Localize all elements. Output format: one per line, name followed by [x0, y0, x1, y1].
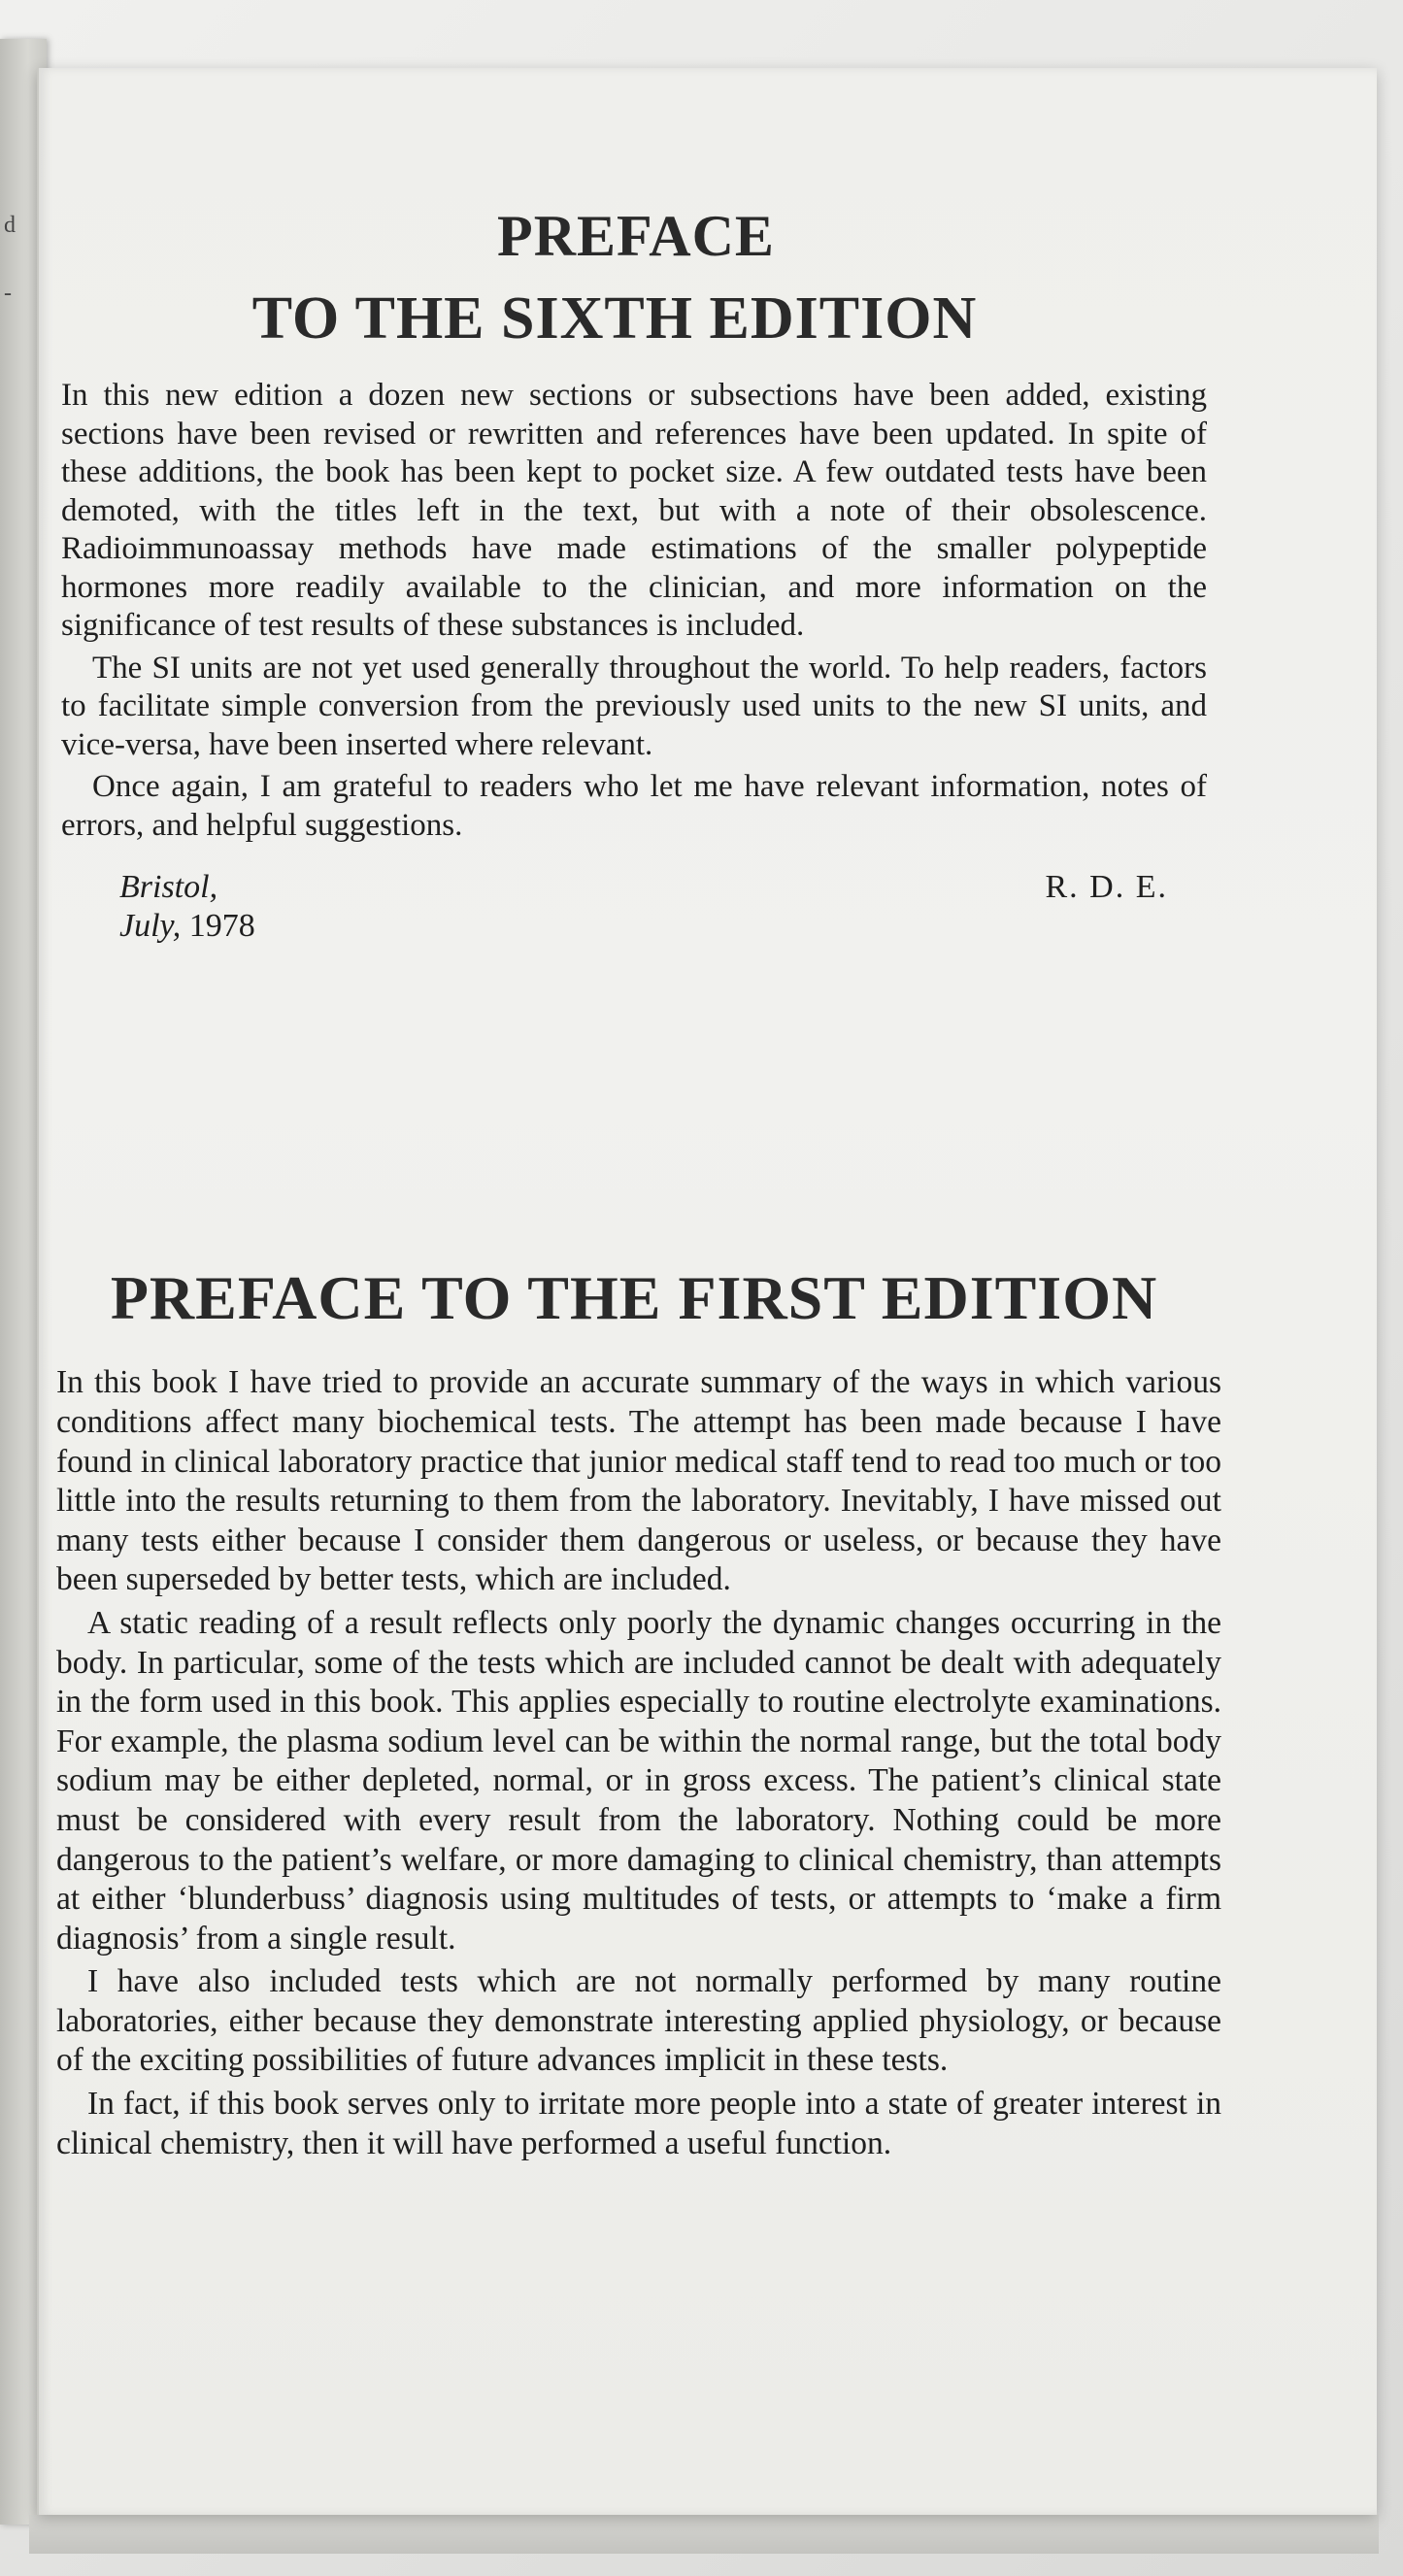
place: Bristol, [119, 869, 218, 906]
month: July, [119, 908, 182, 945]
preface-sixth-edition [61, 68, 1207, 946]
first-edition-paragraph: A static reading of a result reflects only poorly the dynamic changes occurring in the body. In particular, some of the tests which are included cannot be dealt with adequately in the form used in this book. This applies especially to routine electrolyte examinations. For example, the plasma sodium level can be within the normal range, but the total body sodium may be either depleted, normal, or in gross excess. The patient’s clinical state must be considered with every result from the laboratory. Nothing could be more dangerous to the patient’s welfare, or more damaging to clinical chemistry, than attempts at either ‘blunderbuss’ diagnosis using multitudes of tests, or attempts to ‘make a firm diagnosis’ from a single result. [56, 1604, 1221, 1957]
facing-page-fragment: - [4, 281, 12, 306]
first-edition-body [56, 1363, 1221, 2163]
sixth-edition-paragraph: Once again, I am grateful to readers who let me have relevant information, notes of errors, and helpful suggestions. [61, 769, 1207, 843]
sixth-edition-title-line2: TO THE SIXTH EDITION [251, 285, 978, 351]
sixth-edition-paragraph: The SI units are not yet used generally throughout the world. To help readers, factors to facilitate simple conversion from the previously used units to the new SI units, and vice-versa, have been inserted where relevant. [61, 650, 1207, 762]
facing-page-fragment: d [4, 213, 16, 238]
sixth-edition-body [61, 377, 1207, 845]
sixth-edition-title-line1: PREFACE [497, 204, 775, 268]
year: 1978 [188, 908, 255, 945]
preface-first-edition [56, 1223, 1221, 2163]
sixth-edition-paragraph: In this new edition a dozen new sections or subsections have been added, existing sections have been revised or rewritten and references have been updated. In spite of these additions, the book has been kept to pocket size. A few outdated tests have been demoted, with the titles left in the text, but with a note of their obsolescence. Radioimmunoassay methods have made estimations of the smaller polypeptide hormones more readily available to the clinician, and more information on the significance of test results of these substances is included. [61, 378, 1207, 644]
book-page [37, 68, 1377, 2515]
first-edition-paragraph: I have also included tests which are not normally performed by many routine laboratories, either because they demonstrate interesting applied physiology, or because of the exciting possibilities of future advances implicit in these tests. [56, 1963, 1221, 2079]
place-date [119, 868, 255, 946]
author-initials: R. D. E. [1045, 869, 1168, 906]
page-stack-edge [29, 2515, 1379, 2554]
signature-block [61, 868, 1207, 946]
first-edition-title: PREFACE TO THE FIRST EDITION [110, 1263, 1158, 1332]
first-edition-paragraph: In this book I have tried to provide an accurate summary of the ways in which various conditions affect many biochemical tests. The attempt has been made because I have found in clinical laboratory practice that junior medical staff tend to read too much or too little into the results returning to them from the laboratory. Inevitably, I have missed out many tests either because I consider them dangerous or useless, or because they have been superseded by better tests, which are included. [56, 1364, 1221, 1598]
first-edition-paragraph: In fact, if this book serves only to irritate more people into a state of greater interest in clinical chemistry, then it will have performed a useful function. [56, 2086, 1221, 2161]
